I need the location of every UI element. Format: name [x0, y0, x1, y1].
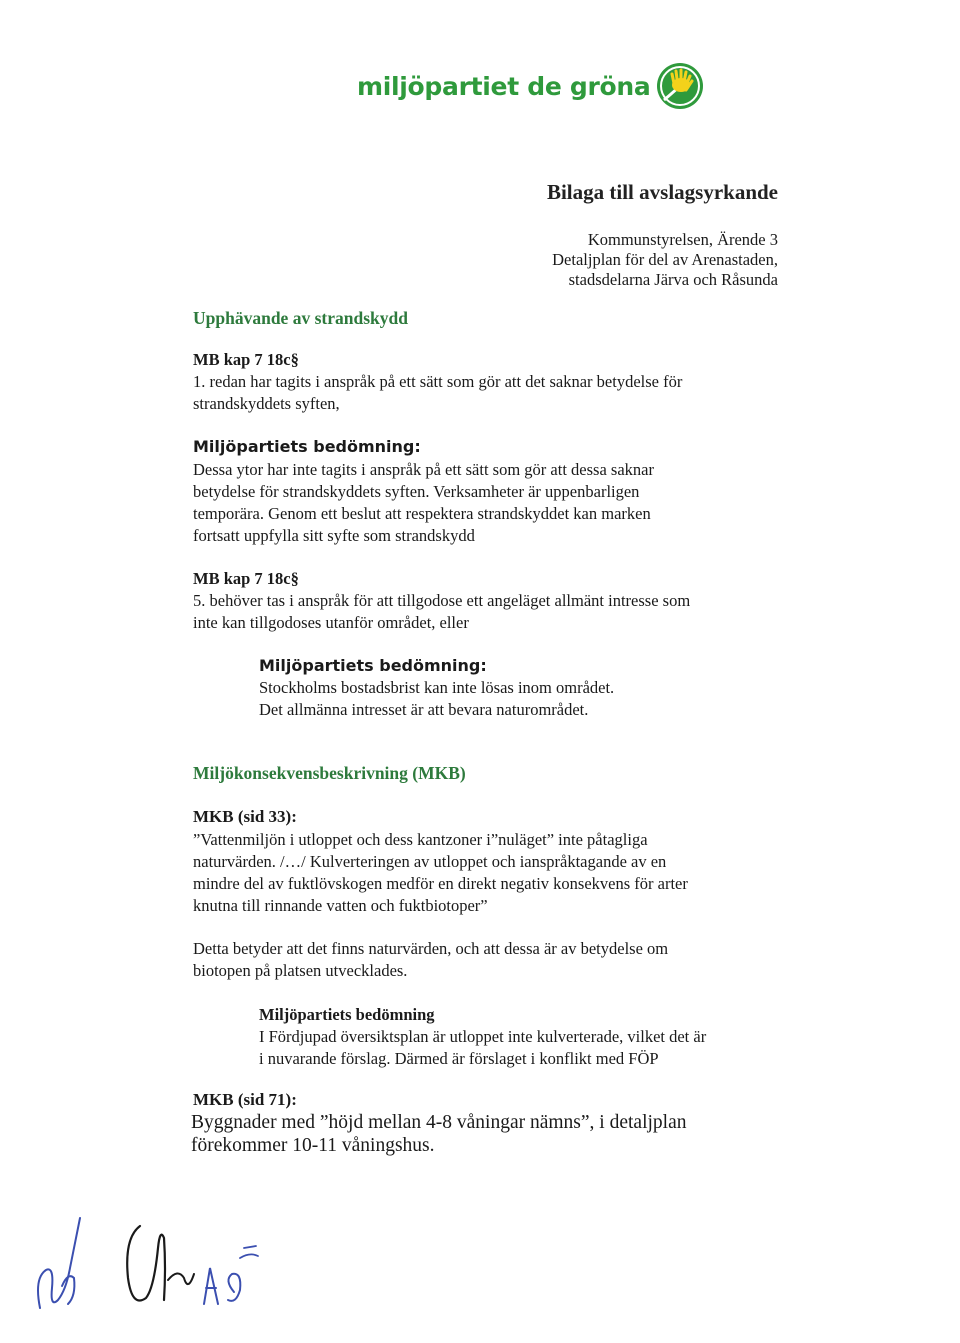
text-line: Det allmänna intresset är att bevara naturområdet.: [259, 700, 589, 719]
text-line: Detta betyder att det finns naturvärden, och att dessa är av betydelse om: [193, 939, 669, 958]
meta-line: stadsdelarna Järva och Råsunda: [568, 270, 778, 289]
text-line: knutna till rinnande vatten och fuktbiotoper”: [193, 896, 488, 915]
text-line: I Fördjupad översiktsplan är utloppet inte kulverterade, vilket det är: [259, 1027, 707, 1046]
text-line: i nuvarande förslag. Därmed är förslaget i konflikt med FÖP: [259, 1049, 659, 1068]
text-line: Byggnader med ”höjd mellan 4-8 våningar nämns”, i detaljplan: [191, 1112, 687, 1133]
party-logo: [357, 60, 706, 112]
assessment-text: [259, 677, 859, 721]
final-statement: [191, 1111, 791, 1157]
section-heading-strandskydd: Upphävande av strandskydd: [193, 308, 408, 328]
document-title: Bilaga till avslagsyrkande: [546, 180, 778, 204]
text-line: biotopen på platsen utvecklades.: [193, 961, 408, 980]
text-line: 5. behöver tas i anspråk för att tillgodose ett angeläget allmänt intresse som: [193, 591, 691, 610]
assessment-text: [193, 459, 793, 547]
meta-block: [552, 230, 778, 290]
law-text: [193, 371, 793, 415]
text-line: mindre del av fuktlövskogen medför en direkt negativ konsekvens för arter: [193, 874, 688, 893]
mkb-quote: [193, 829, 793, 917]
text-line: strandskyddets syften,: [193, 394, 340, 413]
text-line: fortsatt uppfylla sitt syfte som strandskydd: [193, 526, 475, 545]
text-line: Stockholms bostadsbrist kan inte lösas inom området.: [259, 678, 615, 697]
text-line: ”Vattenmiljön i utloppet och dess kantzoner i”nuläget” inte påtagliga: [193, 830, 648, 849]
law-reference: MB kap 7 18c§: [193, 569, 299, 588]
section-heading-mkb: Miljökonsekvensbeskrivning (MKB): [193, 763, 466, 783]
dandelion-icon: [654, 60, 706, 112]
meta-line: Detaljplan för del av Arenastaden,: [552, 250, 778, 269]
assessment-label: Miljöpartiets bedömning:: [193, 437, 421, 456]
mkb-reference: MKB (sid 71):: [193, 1090, 297, 1109]
text-line: förekommer 10-11 våningshus.: [191, 1135, 435, 1156]
logo-wordmark: miljöpartiet de gröna: [357, 71, 651, 101]
law-text: [193, 590, 793, 634]
mkb-comment: [193, 938, 793, 982]
text-line: inte kan tillgodoses utanför området, eller: [193, 613, 469, 632]
mkb-reference: MKB (sid 33):: [193, 807, 297, 826]
law-reference: MB kap 7 18c§: [193, 350, 299, 369]
text-line: 1. redan har tagits i anspråk på ett sätt som gör att det saknar betydelse för: [193, 372, 683, 391]
text-line: betydelse för strandskyddets syften. Verksamheter är uppenbarligen: [193, 482, 640, 501]
assessment-label: Miljöpartiets bedömning:: [259, 656, 487, 675]
text-line: temporära. Genom ett beslut att respektera strandskyddet kan marken: [193, 504, 651, 523]
text-line: Dessa ytor har inte tagits i anspråk på ett sätt som gör att dessa saknar: [193, 460, 654, 479]
assessment-label: Miljöpartiets bedömning: [259, 1005, 435, 1024]
text-line: naturvärden. /…/ Kulverteringen av utloppet och ianspråktagande av en: [193, 852, 667, 871]
assessment-text: [259, 1026, 859, 1070]
handwritten-signatures: [28, 1208, 288, 1318]
meta-line: Kommunstyrelsen, Ärende 3: [587, 230, 778, 249]
